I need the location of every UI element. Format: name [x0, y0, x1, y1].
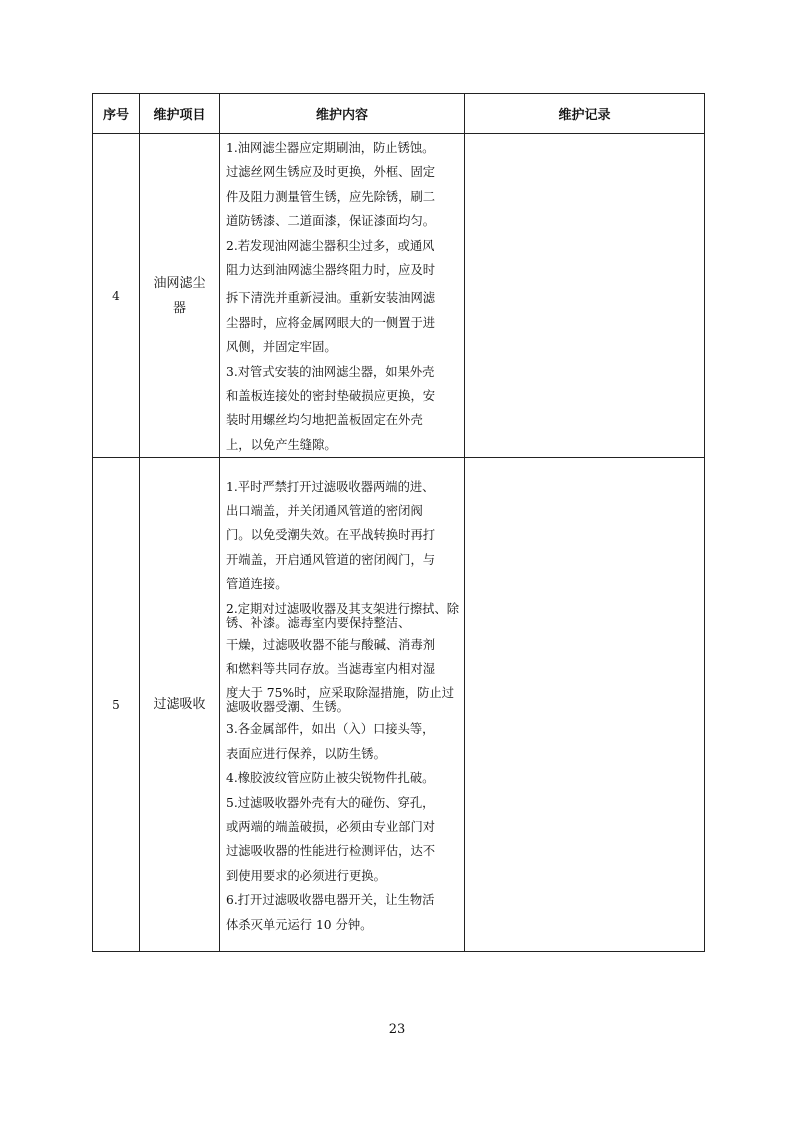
content-line: 管道连接。 — [226, 577, 288, 592]
maintenance-table — [92, 93, 705, 952]
row-record — [465, 458, 705, 952]
content-line: 4.橡胶波纹管应防止被尖锐物件扎破。 — [226, 771, 435, 786]
content-line: 件及阻力测量管生锈，应先除锈，刷二 — [226, 189, 436, 204]
content-line: 到使用要求的必须进行更换。 — [226, 868, 386, 883]
content-line: 5.过滤吸收器外壳有大的碰伤、穿孔， — [226, 795, 435, 810]
table-row — [93, 458, 705, 952]
content-line: 尘器时，应将金属网眼大的一侧置于进 — [226, 315, 436, 330]
row-item-line: 油网滤尘 — [153, 275, 206, 291]
row-number: 5 — [93, 458, 140, 952]
row-content — [220, 134, 465, 458]
content-line: 和盖板连接处的密封垫破损应更换，安 — [226, 389, 436, 404]
content-line: 1.油网滤尘器应定期刷油，防止锈蚀。 — [226, 141, 435, 155]
row-item-line: 器 — [172, 300, 186, 316]
row-item-line: 过滤吸收 — [153, 697, 206, 713]
content-line: 表面应进行保养，以防生锈。 — [226, 746, 386, 761]
header-content: 维护内容 — [220, 94, 465, 134]
content-line: 和燃料等共同存放。当滤毒室内相对湿 — [226, 661, 436, 676]
content-line: 6.打开过滤吸收器电器开关，让生物活 — [226, 893, 435, 908]
content-line: 装时用螺丝均匀地把盖板固定在外壳 — [226, 413, 423, 428]
header-row — [93, 94, 705, 134]
page-number: 23 — [388, 1022, 406, 1037]
row-item — [140, 134, 220, 458]
content-line: 2.定期对过滤吸收器及其支架进行擦拭、除锈、补漆。滤毒室内要保持整洁、 — [226, 601, 460, 630]
content-line: 或两端的端盖破损，必须由专业部门对 — [226, 820, 436, 834]
content-line: 度大于 75%时，应采取除湿措施，防止过滤吸收器受潮、生锈。 — [226, 686, 454, 715]
row-number: 4 — [93, 134, 140, 458]
header-item: 维护项目 — [140, 94, 220, 134]
table-row — [93, 134, 705, 458]
content-line: 出口端盖，并关闭通风管道的密闭阀 — [226, 503, 423, 518]
row-record — [465, 134, 705, 458]
content-line: 开端盖，开启通风管道的密闭阀门，与 — [226, 552, 436, 567]
content-line: 门。以免受潮失效。在平战转换时再打 — [226, 528, 436, 543]
content-line: 阻力达到油网滤尘器终阻力时，应及时 — [226, 263, 436, 278]
content-line: 拆下清洗并重新浸油。重新安装油网滤 — [226, 291, 436, 306]
content-line: 1.平时严禁打开过滤吸收器两端的进、 — [226, 479, 435, 494]
content-line: 风侧，并固定牢固。 — [226, 340, 337, 355]
content-line: 2.若发现油网滤尘器积尘过多，或通风 — [226, 238, 435, 253]
row-item — [140, 458, 220, 952]
content-line: 过滤丝网生锈应及时更换，外框、固定 — [226, 165, 436, 180]
content-line: 过滤吸收器的性能进行检测评估，达不 — [226, 844, 436, 859]
content-line: 3.各金属部件，如出（入）口接头等， — [226, 722, 435, 737]
content-line: 上，以免产生缝隙。 — [226, 437, 337, 452]
content-line: 道防锈漆、二道面漆，保证漆面均匀。 — [226, 214, 436, 229]
content-line: 干燥，过滤吸收器不能与酸碱、消毒剂 — [226, 637, 436, 652]
content-line: 体杀灭单元运行 10 分钟。 — [226, 917, 373, 932]
row-content — [220, 458, 465, 952]
header-record: 维护记录 — [465, 94, 705, 134]
header-number: 序号 — [93, 94, 140, 134]
content-line: 3.对管式安装的油网滤尘器，如果外壳 — [226, 364, 435, 379]
